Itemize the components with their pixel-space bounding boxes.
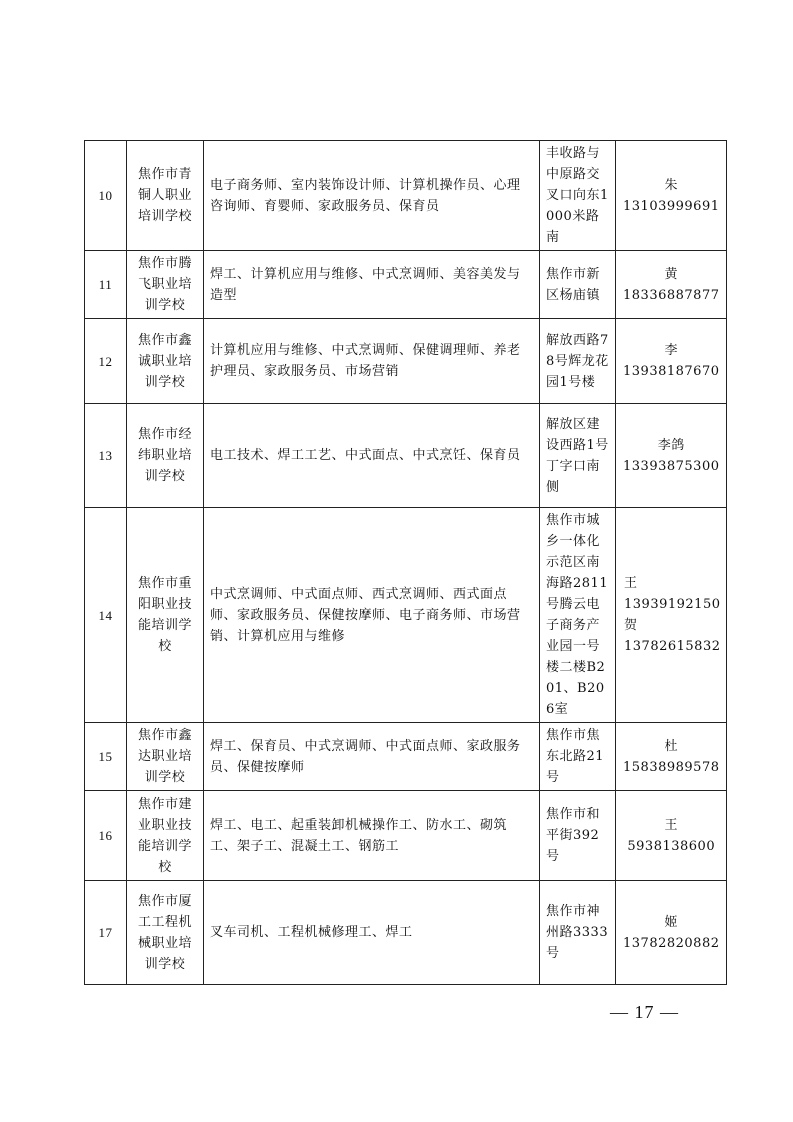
training-programs: 焊工、保育员、中式烹调师、中式面点师、家政服务员、保健按摩师 — [204, 723, 540, 791]
contact-person: 李 — [664, 343, 678, 358]
contact-cell — [616, 404, 727, 508]
training-school-table — [84, 140, 727, 985]
training-programs: 电子商务师、室内装饰设计师、计算机操作员、心理咨询师、育婴师、家政服务员、保育员 — [204, 141, 540, 251]
school-name: 焦作市鑫达职业培训学校 — [127, 723, 204, 791]
school-name: 焦作市腾飞职业培训学校 — [127, 251, 204, 319]
school-name: 焦作市建业职业技能培训学校 — [127, 791, 204, 881]
school-address: 焦作市焦东北路21号 — [540, 723, 616, 791]
training-programs: 中式烹调师、中式面点师、西式烹调师、西式面点师、家政服务员、保健按摩师、电子商务师、市场营销、计算机应用与维修 — [204, 508, 540, 723]
contact-phone: 13103999691 — [623, 198, 720, 214]
training-programs: 焊工、电工、起重装卸机械操作工、防水工、砌筑工、架子工、混凝土工、钢筋工 — [204, 791, 540, 881]
school-name: 焦作市青铜人职业培训学校 — [127, 141, 204, 251]
row-number: 11 — [85, 251, 127, 319]
contact-person: 王 — [624, 576, 638, 591]
school-name: 焦作市厦工工程机械职业培训学校 — [127, 881, 204, 985]
table-row — [85, 791, 727, 881]
school-address: 焦作市城乡一体化示范区南海路2811号腾云电子商务产业园一号楼二楼B201、B206室 — [540, 508, 616, 723]
contact-phone: 13393875300 — [623, 458, 720, 474]
training-programs: 焊工、计算机应用与维修、中式烹调师、美容美发与造型 — [204, 251, 540, 319]
row-number: 16 — [85, 791, 127, 881]
school-name: 焦作市鑫诚职业培训学校 — [127, 319, 204, 404]
table-row — [85, 508, 727, 723]
contact-phone: 18336887877 — [623, 287, 720, 303]
contact-cell — [616, 141, 727, 251]
contact-phone: 13939192150 — [624, 597, 721, 612]
row-number: 14 — [85, 508, 127, 723]
contact-phone: 13782615832 — [624, 639, 721, 654]
table-row — [85, 404, 727, 508]
school-address: 焦作市神州路3333号 — [540, 881, 616, 985]
page-number: — 17 — — [610, 1002, 679, 1022]
contact-cell — [616, 791, 727, 881]
training-programs: 计算机应用与维修、中式烹调师、保健调理师、养老护理员、家政服务员、市场营销 — [204, 319, 540, 404]
school-address: 解放区建设西路1号丁字口南侧 — [540, 404, 616, 508]
contact-cell — [616, 723, 727, 791]
school-name: 焦作市经纬职业培训学校 — [127, 404, 204, 508]
contact-person: 贺 — [624, 618, 638, 633]
row-number: 13 — [85, 404, 127, 508]
school-name: 焦作市重阳职业技能培训学校 — [127, 508, 204, 723]
table-row — [85, 723, 727, 791]
table-row — [85, 141, 727, 251]
school-address: 解放西路78号辉龙花园1号楼 — [540, 319, 616, 404]
contact-person: 朱 — [664, 177, 678, 193]
contact-person: 杜 — [664, 738, 678, 754]
table-row — [85, 319, 727, 404]
contact-cell — [616, 508, 727, 723]
row-number: 12 — [85, 319, 127, 404]
school-address: 丰收路与中原路交叉口向东1000米路南 — [540, 141, 616, 251]
contact-cell — [616, 319, 727, 404]
table-row — [85, 881, 727, 985]
contact-phone: 13938187670 — [623, 364, 720, 379]
table-row — [85, 251, 727, 319]
contact-phone: 王5938138600 — [627, 817, 716, 854]
contact-person: 李鸽 — [657, 437, 685, 453]
row-number: 15 — [85, 723, 127, 791]
contact-cell — [616, 251, 727, 319]
contact-cell — [616, 881, 727, 985]
training-programs: 叉车司机、工程机械修理工、焊工 — [204, 881, 540, 985]
contact-person: 黄 — [664, 266, 678, 282]
contact-phone: 13782820882 — [623, 935, 720, 951]
contact-person: 姬 — [664, 914, 678, 930]
row-number: 10 — [85, 141, 127, 251]
contact-phone: 15838989578 — [623, 759, 720, 775]
school-address: 焦作市新区杨庙镇 — [540, 251, 616, 319]
training-programs: 电工技术、焊工工艺、中式面点、中式烹饪、保育员 — [204, 404, 540, 508]
school-address: 焦作市和平街392号 — [540, 791, 616, 881]
row-number: 17 — [85, 881, 127, 985]
